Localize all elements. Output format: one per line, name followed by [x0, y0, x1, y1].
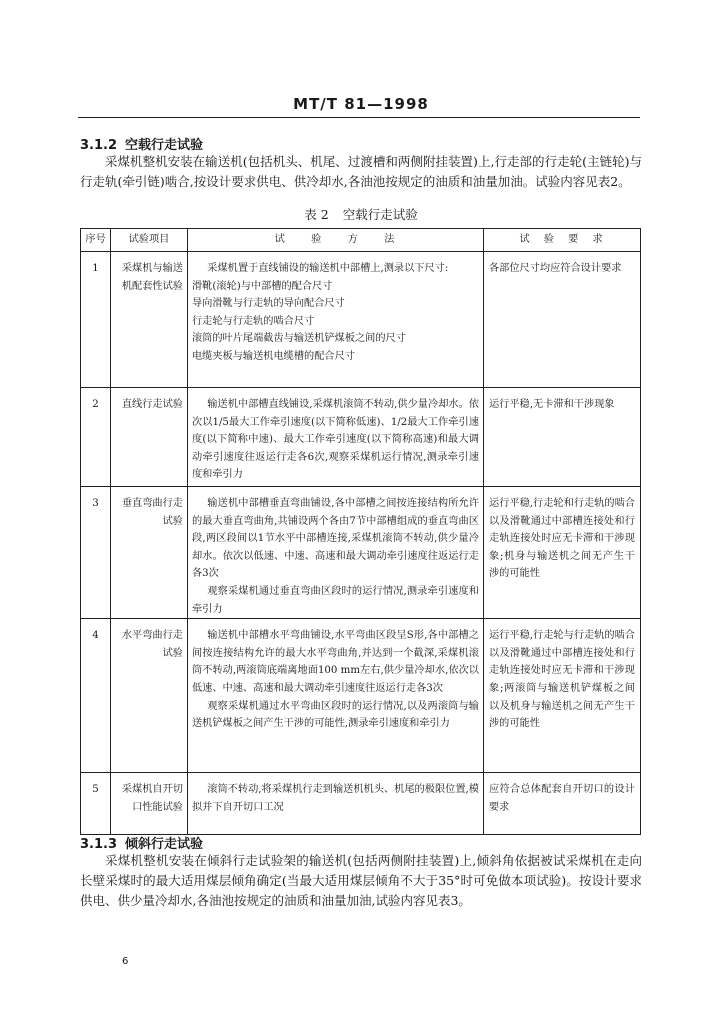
- row-item: 采煤机与输送机配套性试验: [111, 252, 188, 388]
- method-line: 输送机中部槽垂直弯曲铺设,各中部槽之间按连接结构所允许的最大垂直弯曲角,共铺设两个各由7节中部槽组成的垂直弯曲区段,两区段间以1节水平中部槽连接,采煤机滚筒不转动,供少量冷却水。依次以低速、中速、高速和最大调动牵引速度往返运行走各3次: [192, 498, 479, 580]
- row-method: [188, 388, 484, 487]
- row-method: [188, 252, 484, 388]
- row-requirement: 应符合总体配套自开切口的设计要求: [484, 773, 641, 835]
- table-row: [81, 619, 641, 773]
- method-line: 观察采煤机通过垂直弯曲区段时的运行情况,测录牵引速度和牵引力: [192, 585, 479, 615]
- table-caption-label: 表 2: [304, 207, 329, 222]
- table-row: [81, 388, 641, 487]
- section-312-title: 空载行走试验: [125, 138, 204, 153]
- row-number: 4: [81, 619, 111, 773]
- method-line: 导向滑靴与行走轨的导向配合尺寸: [192, 298, 345, 310]
- row-item: 垂直弯曲行走试验: [111, 487, 188, 619]
- row-item: 采煤机自开切口性能试验: [111, 773, 188, 835]
- section-312-paragraph: 采煤机整机安装在输送机(包括机头、机尾、过渡槽和两侧附挂装置)上,行走部的行走轮(主链轮)与行走轨(牵引链)啮合,按设计要求供电、供冷却水,各油池按规定的油质和油量加油。试验内容见表2。: [80, 154, 642, 189]
- section-312-heading: [80, 134, 203, 153]
- table-caption: [0, 205, 722, 223]
- method-line: 观察采煤机通过水平弯曲区段时的运行情况,以及两滚筒与输送机铲煤板之间产生干涉的可能性,测录牵引速度和牵引力: [192, 700, 479, 730]
- row-method: [188, 487, 484, 619]
- row-number: 1: [81, 252, 111, 388]
- row-item: 直线行走试验: [111, 388, 188, 487]
- table-row: [81, 773, 641, 835]
- page-number: 6: [122, 956, 129, 967]
- row-requirement: 运行平稳,行走轮和行走轨的啮合以及滑靴通过中部槽连接处和行走轨连接处时应无卡滞和干涉现象;机身与输送机之间无产生干涉的可能性: [484, 487, 641, 619]
- method-line: 滚筒的叶片尾端截齿与输送机铲煤板之间的尺寸: [192, 333, 406, 345]
- header-no: 序号: [81, 229, 111, 252]
- header-rule: [78, 117, 640, 118]
- table-header-row: [81, 229, 641, 252]
- method-line: 输送机中部槽水平弯曲铺设,水平弯曲区段呈S形,各中部槽之间按连接结构允许的最大水平弯曲角,并达到一个截深,采煤机滚筒不转动,两滚筒底端离地面100 mm左右,供少量冷却水,依次以低速、中速、高速和最大调动牵引速度往返运行走各3次: [192, 630, 479, 694]
- standard-code: MT/T 81—1998: [293, 95, 429, 113]
- method-line: 行走轮与行走轨的啮合尺寸: [192, 315, 315, 327]
- row-method: [188, 619, 484, 773]
- table-caption-title: 空载行走试验: [342, 207, 418, 222]
- row-number: 3: [81, 487, 111, 619]
- table-row: [81, 252, 641, 388]
- method-line: 采煤机置于直线铺设的输送机中部槽上,测录以下尺寸:: [207, 263, 449, 274]
- section-313-paragraph: 采煤机整机安装在倾斜行走试验架的输送机(包括两侧附挂装置)上,倾斜角依据被试采煤机在走向长壁采煤时的最大适用煤层倾角确定(当最大适用煤层倾角不大于35°时可免做本项试验)。按设计要求供电、供少量冷却水,各油池按规定的油质和油量加油,试验内容见表3。: [80, 853, 642, 908]
- table-row: [81, 487, 641, 619]
- section-313-heading: [80, 833, 203, 852]
- section-313-title: 倾斜行走试验: [125, 837, 204, 852]
- test-table: [80, 228, 641, 835]
- row-requirement: 运行平稳,无卡滞和干涉现象: [484, 388, 641, 487]
- method-line: 滑靴(滚轮)与中部槽的配合尺寸: [192, 280, 333, 292]
- method-line: 滚筒不转动,将采煤机行走到输送机机头、机尾的极限位置,模拟并下自开切口工况: [192, 784, 479, 813]
- row-item: 水平弯曲行走试验: [111, 619, 188, 773]
- row-method: [188, 773, 484, 835]
- row-requirement: 运行平稳,行走轮与行走轨的啮合以及滑靴通过中部槽连接处和行走轨连接处时应无卡滞和干涉现象;两滚筒与输送机铲煤板之间以及机身与输送机之间无产生干涉的可能性: [484, 619, 641, 773]
- method-line: 电缆夹板与输送机电缆槽的配合尺寸: [192, 350, 355, 362]
- header-method: 试 验 方 法: [188, 229, 484, 252]
- method-line: 输送机中部槽直线铺设,采煤机滚筒不转动,供少量冷却水。依次以1/5最大工作牵引速度(以下简称低速)、1/2最大工作牵引速度(以下简称中速)、最大工作牵引速度(以下简称高速)和最大调动牵引速度往返运行走各6次,观察采煤机运行情况,测录牵引速度和牵引力: [192, 399, 479, 481]
- row-number: 5: [81, 773, 111, 835]
- header-item: 试验项目: [111, 229, 188, 252]
- section-313-number: 3.1.3: [80, 837, 118, 852]
- row-requirement: 各部位尺寸均应符合设计要求: [484, 252, 641, 388]
- header-requirement: 试 验 要 求: [484, 229, 641, 252]
- row-number: 2: [81, 388, 111, 487]
- section-312-number: 3.1.2: [80, 138, 118, 153]
